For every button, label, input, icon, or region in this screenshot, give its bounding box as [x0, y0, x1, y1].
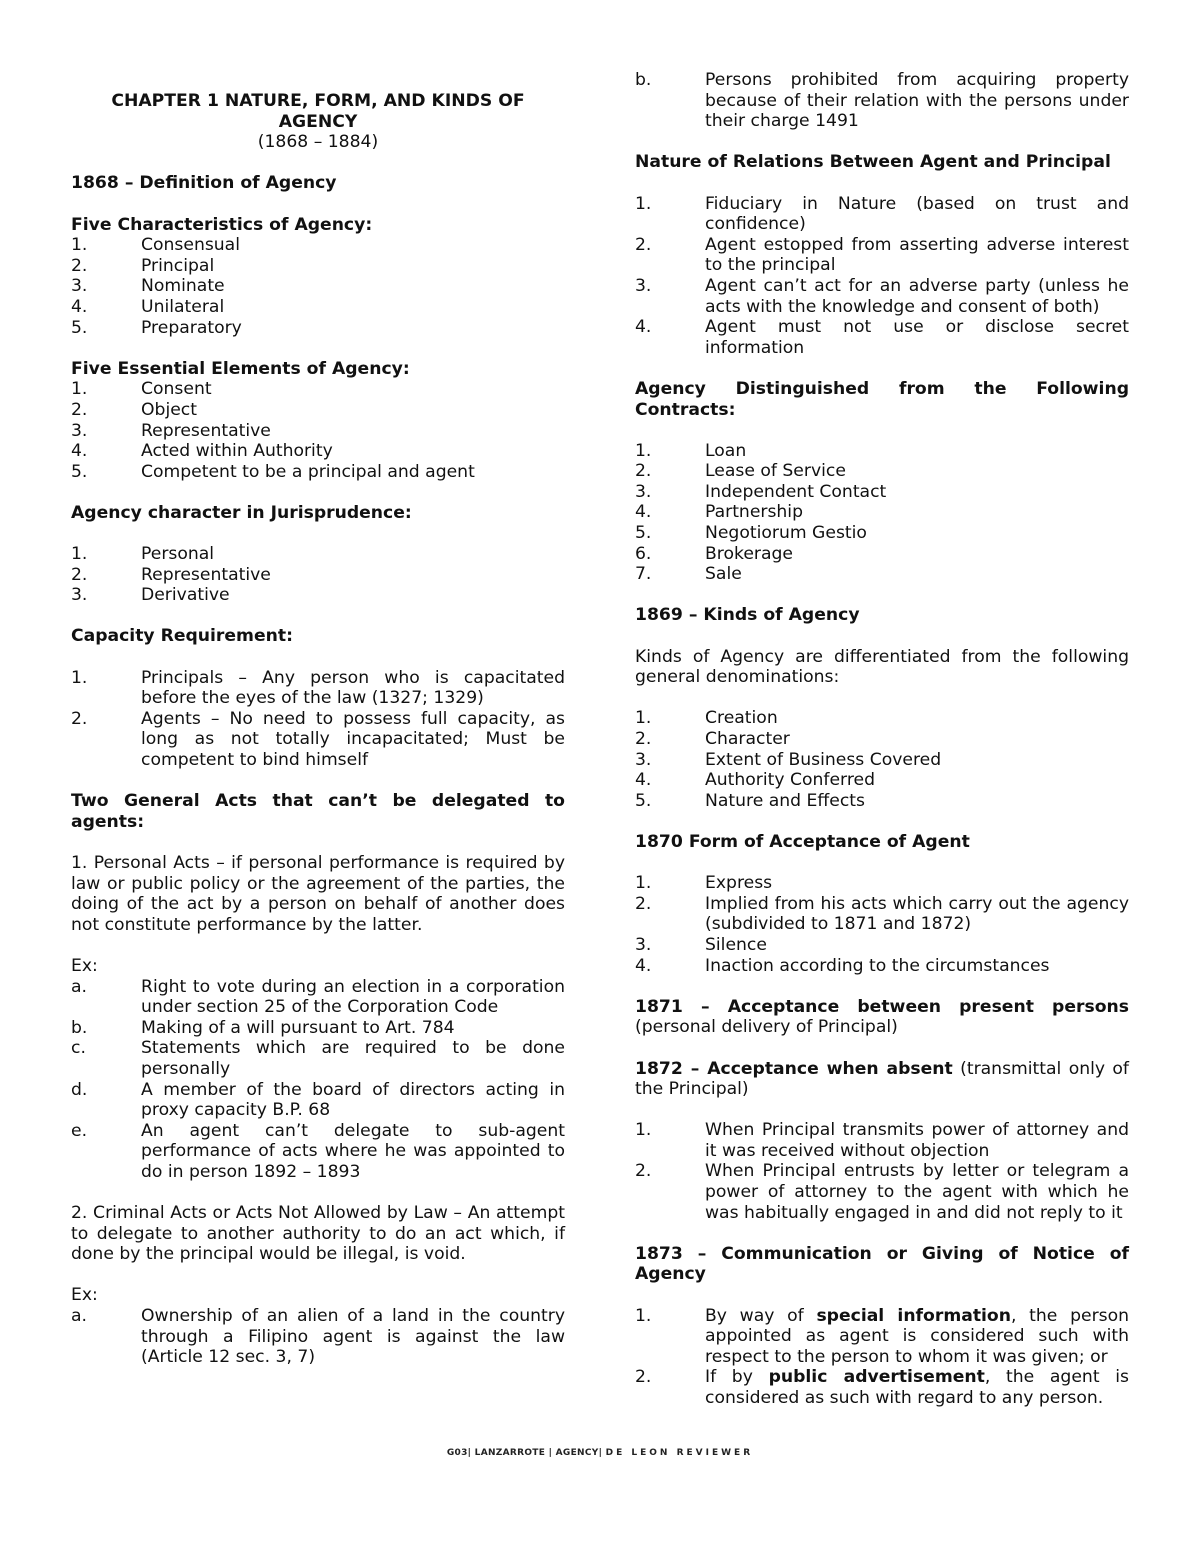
- two-acts-heading: Two General Acts that can’t be delegated to agents:: [71, 791, 565, 832]
- chapter-title: CHAPTER 1 NATURE, FORM, AND KINDS OF AGENCY: [111, 91, 525, 132]
- example-label: Ex:: [71, 955, 98, 976]
- list-item: 1. When Principal transmits power of attorney and it was received without objection: [635, 1120, 1129, 1161]
- list-item: 4. Authority Conferred: [635, 770, 875, 791]
- list-item: 2. Representative: [71, 564, 271, 585]
- list-item: 3. Derivative: [71, 585, 230, 606]
- elements-heading: Five Essential Elements of Agency:: [71, 358, 410, 379]
- list-item: 1. Personal: [71, 544, 215, 565]
- distinguished-list: [635, 441, 1129, 585]
- capacity-list: [71, 668, 565, 771]
- list-item: 4. Agent must not use or disclose secret information: [635, 317, 1129, 358]
- list-item: 1. Loan: [635, 440, 747, 461]
- list-item: 2. When Principal entrusts by letter or telegram a power of attorney to the agent with which he was habitually engaged in and did not reply to it: [635, 1161, 1129, 1223]
- list-item: 4. Acted within Authority: [71, 441, 333, 462]
- list-item: 4. Inaction according to the circumstances: [635, 955, 1050, 976]
- list-item: 1. Creation: [635, 708, 778, 729]
- personal-examples-list: [71, 977, 565, 1183]
- list-item: 5. Negotiorum Gestio: [635, 523, 867, 544]
- characteristics-list: [71, 235, 565, 338]
- list-item: 1. Express: [635, 873, 773, 894]
- list-item: 2. Object: [71, 399, 197, 420]
- section-1872-list: [635, 1120, 1129, 1223]
- example-label: Ex:: [71, 1285, 98, 1306]
- section-1873-list: [635, 1306, 1129, 1409]
- personal-acts-paragraph: 1. Personal Acts – if personal performance is required by law or public policy or the agreement of the parties, the doing of the act by a person on behalf of another does not constitute performance by the latter.: [71, 852, 565, 935]
- kinds-intro: Kinds of Agency are differentiated from the following general denominations:: [635, 646, 1129, 688]
- list-item: 2. If by public advertisement, the agent is considered as such with regard to any person.: [635, 1367, 1129, 1408]
- right-column: [635, 70, 1129, 1429]
- list-item: 3. Extent of Business Covered: [635, 749, 942, 770]
- list-item: 2. Character: [635, 729, 790, 749]
- page-footer: G03| LANZARROTE | AGENCY| DE LEON REVIEWER: [446, 1448, 754, 1458]
- list-item: 1. By way of special information, the person appointed as agent is considered such with respect to the person to whom it was given; or: [635, 1305, 1129, 1367]
- list-item: 2. Lease of Service: [635, 461, 846, 482]
- jurisprudence-heading: Agency character in Jurisprudence:: [71, 502, 412, 523]
- list-item: d. A member of the board of directors acting in proxy capacity B.P. 68: [71, 1079, 565, 1121]
- capacity-heading: Capacity Requirement:: [71, 626, 293, 647]
- jurisprudence-list: [71, 544, 565, 606]
- list-item: 3. Silence: [635, 934, 767, 955]
- list-item: 3. Representative: [71, 420, 271, 441]
- list-item: c. Statements which are required to be done personally: [71, 1038, 565, 1079]
- kinds-heading: 1869 – Kinds of Agency: [635, 605, 860, 626]
- list-item: 1. Consensual: [71, 235, 240, 256]
- definition-heading: 1868 – Definition of Agency: [71, 173, 337, 194]
- section-1871: 1871 – Acceptance between present persons (personal delivery of Principal): [635, 996, 1129, 1038]
- list-item: 7. Sale: [635, 564, 742, 585]
- form-heading: 1870 Form of Acceptance of Agent: [635, 831, 970, 852]
- list-item: a. Right to vote during an election in a corporation under section 25 of the Corporation Code: [71, 976, 565, 1018]
- distinguished-heading: Agency Distinguished from the Following Contracts:: [635, 378, 1129, 420]
- list-item: 4. Unilateral: [71, 296, 225, 317]
- list-item: 2. Implied from his acts which carry out the agency (subdivided to 1871 and 1872): [635, 893, 1129, 935]
- list-item: 1. Principals – Any person who is capacitated before the eyes of the law (1327; 1329): [71, 667, 565, 709]
- list-item: 3. Agent can’t act for an adverse party (unless he acts with the knowledge and consent of both): [635, 275, 1129, 317]
- nature-heading: Nature of Relations Between Agent and Principal: [635, 152, 1111, 173]
- list-item: 6. Brokerage: [635, 543, 793, 564]
- elements-list: [71, 379, 565, 482]
- list-item: 3. Independent Contact: [635, 481, 887, 502]
- continued-list: [635, 70, 1129, 132]
- list-item: 5. Competent to be a principal and agent: [71, 461, 475, 482]
- list-item: a. Ownership of an alien of a land in the country through a Filipino agent is against the law (Article 12 sec. 3, 7): [71, 1306, 565, 1368]
- list-item: 3. Nominate: [71, 276, 225, 297]
- kinds-list: [635, 708, 1129, 811]
- list-item: 2. Principal: [71, 255, 215, 276]
- form-list: [635, 873, 1129, 976]
- nature-list: [635, 194, 1129, 359]
- section-1873-heading: 1873 – Communication or Giving of Notice of Agency: [635, 1243, 1129, 1285]
- list-item: 1. Fiduciary in Nature (based on trust and confidence): [635, 193, 1129, 235]
- criminal-examples-list: [71, 1306, 565, 1368]
- list-item: 5. Preparatory: [71, 317, 242, 338]
- list-item: 2. Agent estopped from asserting adverse interest to the principal: [635, 234, 1129, 276]
- chapter-range: (1868 – 1884): [257, 132, 379, 153]
- list-item: b. Making of a will pursuant to Art. 784: [71, 1017, 455, 1038]
- criminal-acts-paragraph: 2. Criminal Acts or Acts Not Allowed by Law – An attempt to delegate to another authority to do an act which, if done by the principal would be illegal, is void.: [71, 1203, 565, 1265]
- list-item: 2. Agents – No need to possess full capacity, as long as not totally incapacitated; Must be competent to bind himself: [71, 708, 565, 770]
- characteristics-heading: Five Characteristics of Agency:: [71, 214, 373, 235]
- list-item: e. An agent can’t delegate to sub-agent performance of acts where he was appointed to do in person 1892 – 1893: [71, 1120, 565, 1182]
- list-item: 4. Partnership: [635, 502, 803, 523]
- list-item: 5. Nature and Effects: [635, 790, 865, 811]
- left-column: [71, 91, 565, 1388]
- list-item: 1. Consent: [71, 379, 212, 400]
- section-1872: 1872 – Acceptance when absent (transmittal only of the Principal): [635, 1058, 1129, 1100]
- list-item: b. Persons prohibited from acquiring property because of their relation with the persons under their charge 1491: [635, 70, 1129, 132]
